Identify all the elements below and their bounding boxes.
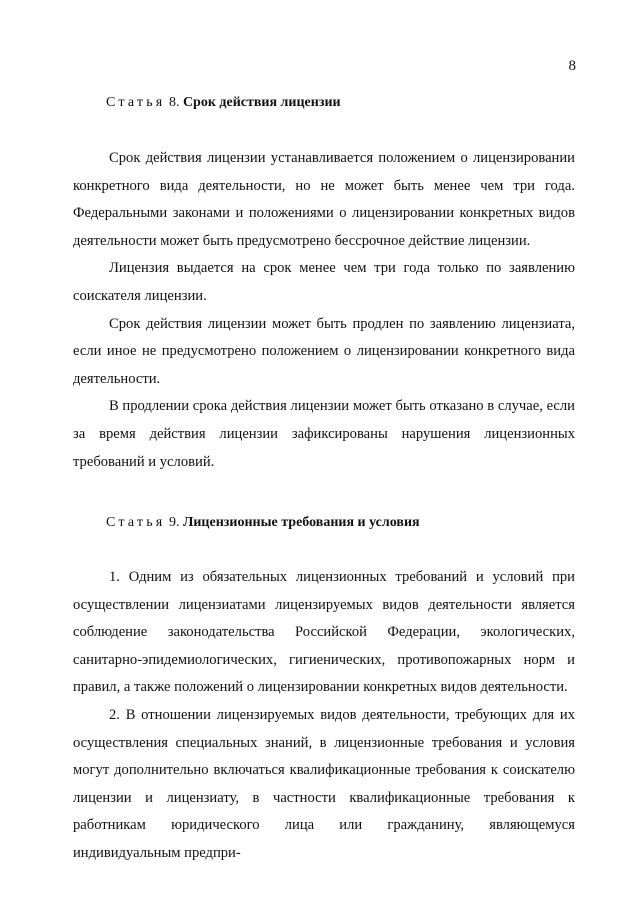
article-9-body [73, 564, 575, 868]
article-9-number: 9. [168, 515, 180, 530]
article-8-paragraph: Срок действия лицензии может быть продлен по заявлению лицензиата, если иное не предусмотрено положением о лицензировании конкретного вида деятельности. [73, 315, 575, 387]
page-number: 8 [568, 58, 576, 74]
article-8-paragraph: Лицензия выдается на срок менее чем три года только по заявлению соискателя лицензии. [73, 260, 575, 304]
article-8-body [73, 145, 575, 476]
article-9-heading [106, 515, 420, 531]
article-8-label: Статья [106, 95, 166, 110]
article-8-paragraph: Срок действия лицензии устанавливается положением о лицензировании конкретного вида деятельности, но не может быть менее чем три года. Федеральными законами и положениями о лицензировании конкретных видов деятельности может быть предусмотрено бессрочное действие лицензии. [73, 150, 575, 249]
article-9-paragraph: 1. Одним из обязательных лицензионных требований и условий при осуществлении лицензиатами лицензируемых видов деятельности является соблюдение законодательства Российской Федерации, экологических, санитарно-эпидемиологических, гигиенических, противопожарных норм и правил, а также положений о лицензировании конкретных видов деятельности. [73, 569, 575, 696]
article-9-title: Лицензионные требования и условия [182, 515, 420, 530]
article-8-number: 8. [168, 95, 180, 110]
article-9-paragraph: 2. В отношении лицензируемых видов деятельности, требующих для их осуществления специальных знаний, в лицензионные требования и условия могут дополнительно включаться квалификационные требования к соискателю лицензии и лицензиату, в частности квалификационные требования к работникам юридического лица или гражданину, являющемуся индивидуальным предпри- [73, 706, 575, 861]
article-9-label: Статья [106, 515, 166, 530]
article-8-heading [106, 95, 341, 111]
article-8-paragraph: В продлении срока действия лицензии может быть отказано в случае, если за время действия лицензии зафиксированы нарушения лицензионных требований и условий. [73, 398, 575, 470]
article-8-title: Срок действия лицензии [182, 95, 341, 110]
